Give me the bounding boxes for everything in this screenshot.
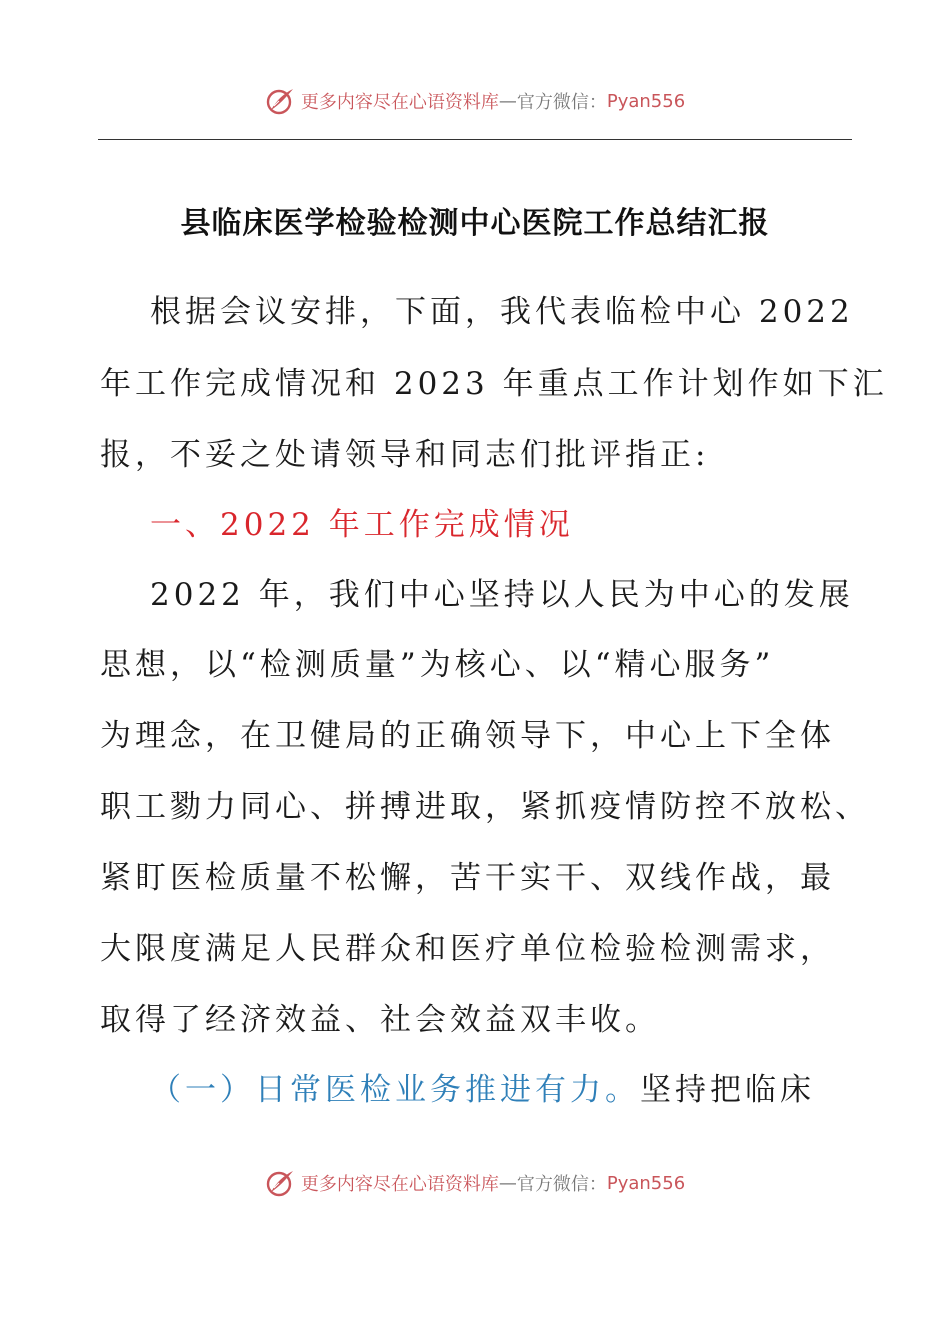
body-line-10: 大限度满足人民群众和医疗单位检验检测需求， bbox=[100, 931, 835, 967]
banner-site-text: 更多内容尽在心语资料库 bbox=[300, 92, 499, 113]
banner-site-text: 更多内容尽在心语资料库 bbox=[300, 1174, 499, 1195]
document-title: 县临床医学检验检测中心医院工作总结汇报 bbox=[180, 206, 770, 241]
header-watermark-banner bbox=[0, 86, 950, 116]
banner-wechat-label: 官方微信： bbox=[516, 92, 607, 113]
body-line-8: 职工勠力同心、拼搏进取，紧抓疫情防控不放松、 bbox=[100, 789, 870, 825]
quill-logo-icon bbox=[265, 86, 295, 116]
banner-separator: — bbox=[498, 90, 517, 112]
body-line-9: 紧盯医检质量不松懈，苦干实干、双线作战，最 bbox=[100, 860, 835, 896]
body-line-12 bbox=[150, 1070, 910, 1110]
body-line-11: 取得了经济效益、社会效益双丰收。 bbox=[100, 1002, 660, 1038]
banner-wechat-id: Pyan556 bbox=[606, 1172, 686, 1194]
body-line-1: 根据会议安排，下面，我代表临检中心 2022 bbox=[150, 294, 854, 330]
subsection-heading-1: （一）日常医检业务推进有力。 bbox=[150, 1072, 640, 1108]
banner-wechat-label: 官方微信： bbox=[516, 1174, 607, 1195]
body-line-7: 为理念，在卫健局的正确领导下，中心上下全体 bbox=[100, 718, 835, 754]
header-divider bbox=[98, 139, 852, 140]
body-line-6: 思想，以“检测质量”为核心、以“精心服务” bbox=[100, 647, 775, 683]
banner-wechat-id: Pyan556 bbox=[606, 90, 686, 112]
body-line-3: 报，不妥之处请领导和同志们批评指正: bbox=[100, 437, 710, 473]
footer-watermark-banner bbox=[0, 1168, 950, 1198]
quill-logo-icon bbox=[265, 1168, 295, 1198]
body-line-5: 2022 年，我们中心坚持以人民为中心的发展 bbox=[150, 577, 854, 613]
body-line-2: 年工作完成情况和 2023 年重点工作计划作如下汇 bbox=[100, 366, 888, 402]
section-heading-1: 一、2022 年工作完成情况 bbox=[150, 507, 574, 543]
banner-separator: — bbox=[498, 1172, 517, 1194]
subsection-text: 坚持把临床 bbox=[640, 1072, 815, 1108]
